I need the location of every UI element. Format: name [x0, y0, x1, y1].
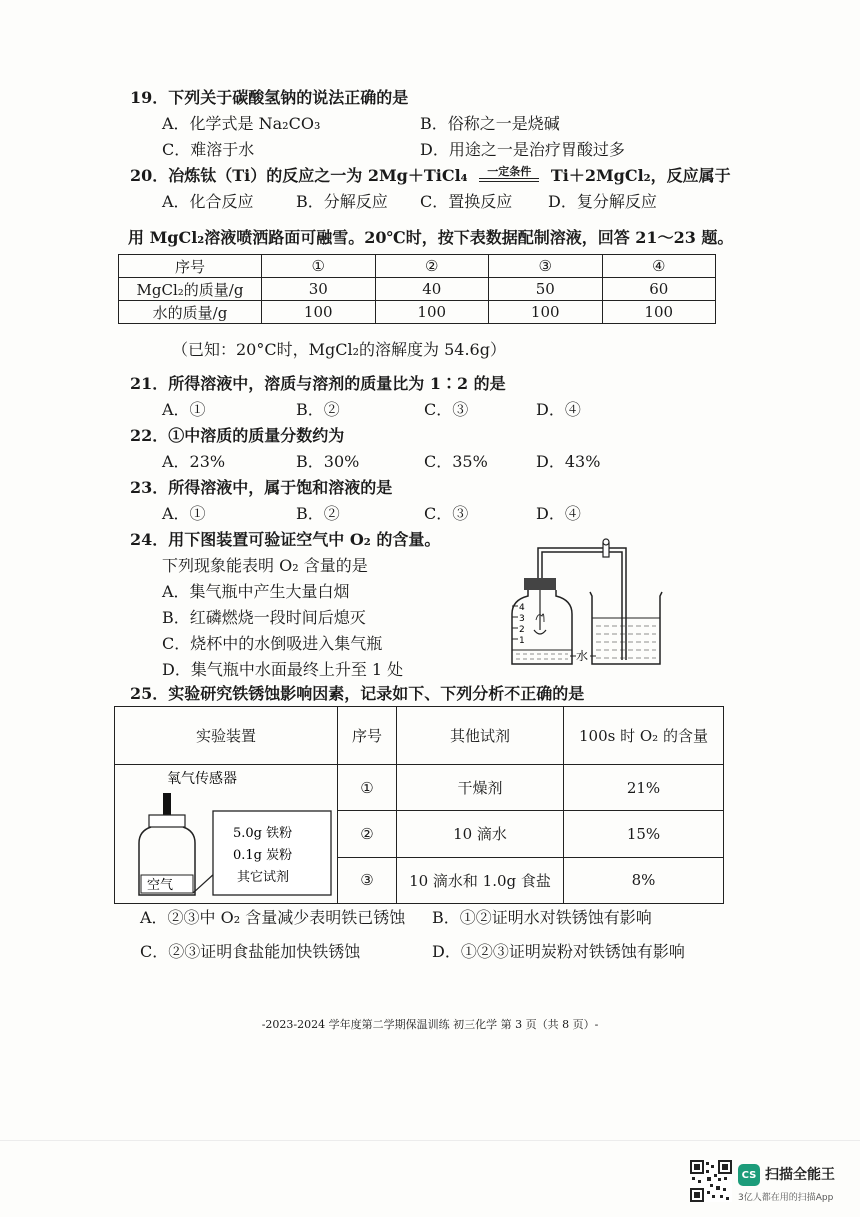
- q21-option-c: C．③: [424, 400, 469, 419]
- reagent-line: 0.1g 炭粉: [233, 848, 293, 863]
- q25-option-c: C．②③证明食盐能加快铁锈蚀: [140, 942, 361, 961]
- q22-option-b: B．30%: [296, 452, 360, 471]
- table-cell: 100: [375, 301, 489, 324]
- scanner-logo-icon: CS: [738, 1164, 760, 1186]
- q23-stem: 23．所得溶液中，属于饱和溶液的是: [130, 478, 393, 497]
- q19-option-b: B．俗称之一是烧碱: [420, 114, 560, 133]
- q21-stem: 21．所得溶液中，溶质与溶剂的质量比为 1∶2 的是: [130, 374, 506, 393]
- q24-option-c: C．烧杯中的水倒吸进入集气瓶: [162, 634, 383, 653]
- table-header-cell: 实验装置: [115, 707, 338, 765]
- q20-condition: 一定条件: [487, 165, 532, 178]
- scanner-subtitle: 3亿人都在用的扫描App: [738, 1193, 834, 1203]
- table-cell: 60: [602, 278, 716, 301]
- stopper-icon: [524, 578, 556, 590]
- table-header-cell: 100s 时 O₂ 的含量: [564, 707, 724, 765]
- q24-option-d: D．集气瓶中水面最终上升至 1 处: [162, 660, 404, 679]
- sensor-label: 氧气传感器: [167, 771, 237, 787]
- table-row: [119, 278, 716, 301]
- q22-option-a: A．23%: [162, 452, 226, 471]
- q22-stem: 22．①中溶质的质量分数约为: [130, 426, 345, 445]
- table-cell: 21%: [564, 765, 724, 811]
- qr-code-icon: [690, 1160, 732, 1202]
- intro-text: 用 MgCl₂溶液喷洒路面可融雪。20℃时，按下表数据配制溶液，回答 21～23 题。: [128, 228, 734, 247]
- table-cell: 30: [262, 278, 376, 301]
- table-cell: 8%: [564, 857, 724, 903]
- reagent-line: 其它试剂: [237, 870, 290, 885]
- table-cell: 100: [602, 301, 716, 324]
- q23-option-d: D．④: [536, 504, 581, 523]
- rust-apparatus-figure: [115, 765, 337, 903]
- q22-option-c: C．35%: [424, 452, 488, 471]
- table-cell: 水的质量/g: [119, 301, 262, 324]
- table-cell: 50: [489, 278, 603, 301]
- table-header-row: [119, 255, 716, 278]
- table-header-cell: 序号: [338, 707, 397, 765]
- q23-option-a: A．①: [162, 504, 206, 523]
- q21-option-a: A．①: [162, 400, 206, 419]
- oxygen-sensor-icon: [163, 793, 171, 817]
- q19-option-a: A．化学式是 Na₂CO₃: [162, 114, 321, 133]
- table-header-cell: ①: [262, 255, 376, 278]
- q22-option-d: D．43%: [536, 452, 601, 471]
- q20-stem: [130, 166, 731, 186]
- scale-label: 2: [519, 625, 525, 635]
- table-cell: 15%: [564, 811, 724, 857]
- scale-label: 4: [519, 603, 525, 613]
- q19-stem: 19．下列关于碳酸氢钠的说法正确的是: [130, 88, 409, 107]
- mgcl2-table: [118, 254, 716, 324]
- table-header-cell: 序号: [119, 255, 262, 278]
- table-header-cell: ④: [602, 255, 716, 278]
- table-row: [119, 301, 716, 324]
- scale-label: 3: [519, 614, 525, 624]
- table-cell: 10 滴水: [397, 811, 564, 857]
- q23-option-c: C．③: [424, 504, 469, 523]
- q25-option-b: B．①②证明水对铁锈蚀有影响: [432, 908, 652, 927]
- scanner-title: 扫描全能王: [765, 1167, 835, 1183]
- rust-experiment-table: [114, 706, 724, 904]
- table-header-row: [115, 707, 724, 765]
- reagent-line: 5.0g 铁粉: [233, 826, 293, 841]
- q24-option-b: B．红磷燃烧一段时间后熄灭: [162, 608, 366, 627]
- q23-option-b: B．②: [296, 504, 340, 523]
- page-footer: -2023-2024 学年度第二学期保温训练 初三化学 第 3 页（共 8 页）-: [261, 1018, 599, 1031]
- table-cell: 100: [489, 301, 603, 324]
- q20-condition-arrow: [477, 166, 541, 186]
- water-label: 水: [576, 649, 589, 663]
- table-cell: MgCl₂的质量/g: [119, 278, 262, 301]
- table-header-cell: ②: [375, 255, 489, 278]
- table-cell: ①: [338, 765, 397, 811]
- q19-option-c: C．难溶于水: [162, 140, 255, 159]
- table-row: [115, 765, 724, 811]
- q20-option-c: C．置换反应: [420, 192, 513, 211]
- table-cell: 100: [262, 301, 376, 324]
- table-cell: 40: [375, 278, 489, 301]
- divider: [0, 1140, 860, 1141]
- table-header-cell: 其他试剂: [397, 707, 564, 765]
- rust-apparatus-cell: [115, 765, 338, 904]
- air-label: 空气: [147, 878, 174, 893]
- q20-stem-pre: 20．冶炼钛（Ti）的反应之一为 2Mg＋TiCl₄: [130, 166, 468, 185]
- q20-option-a: A．化合反应: [162, 192, 254, 211]
- table-cell: ②: [338, 811, 397, 857]
- q25-option-a: A．②③中 O₂ 含量减少表明铁已锈蚀: [140, 908, 406, 927]
- q20-option-d: D．复分解反应: [548, 192, 657, 211]
- q20-option-b: B．分解反应: [296, 192, 388, 211]
- q25-stem: 25．实验研究铁锈蚀影响因素，记录如下、下列分析不正确的是: [130, 684, 585, 703]
- table-header-cell: ③: [489, 255, 603, 278]
- q25-option-d: D．①②③证明炭粉对铁锈蚀有影响: [432, 942, 685, 961]
- q24-stem: 24．用下图装置可验证空气中 O₂ 的含量。: [130, 530, 441, 549]
- o2-apparatus-figure: [500, 532, 670, 674]
- q20-stem-post: Ti＋2MgCl₂，反应属于: [550, 166, 731, 185]
- table-cell: 10 滴水和 1.0g 食盐: [397, 857, 564, 903]
- q21-option-d: D．④: [536, 400, 581, 419]
- stopper-icon: [149, 815, 185, 827]
- solubility-note: （已知：20°C时，MgCl₂的溶解度为 54.6g）: [172, 340, 506, 359]
- q24-option-a: A．集气瓶中产生大量白烟: [162, 582, 350, 601]
- table-cell: 干燥剂: [397, 765, 564, 811]
- table-cell: ③: [338, 857, 397, 903]
- q24-sub: 下列现象能表明 O₂ 含量的是: [162, 556, 368, 575]
- q19-option-d: D．用途之一是治疗胃酸过多: [420, 140, 625, 159]
- q21-option-b: B．②: [296, 400, 340, 419]
- scale-label: 1: [519, 636, 525, 646]
- combustion-spoon-icon: [534, 630, 546, 634]
